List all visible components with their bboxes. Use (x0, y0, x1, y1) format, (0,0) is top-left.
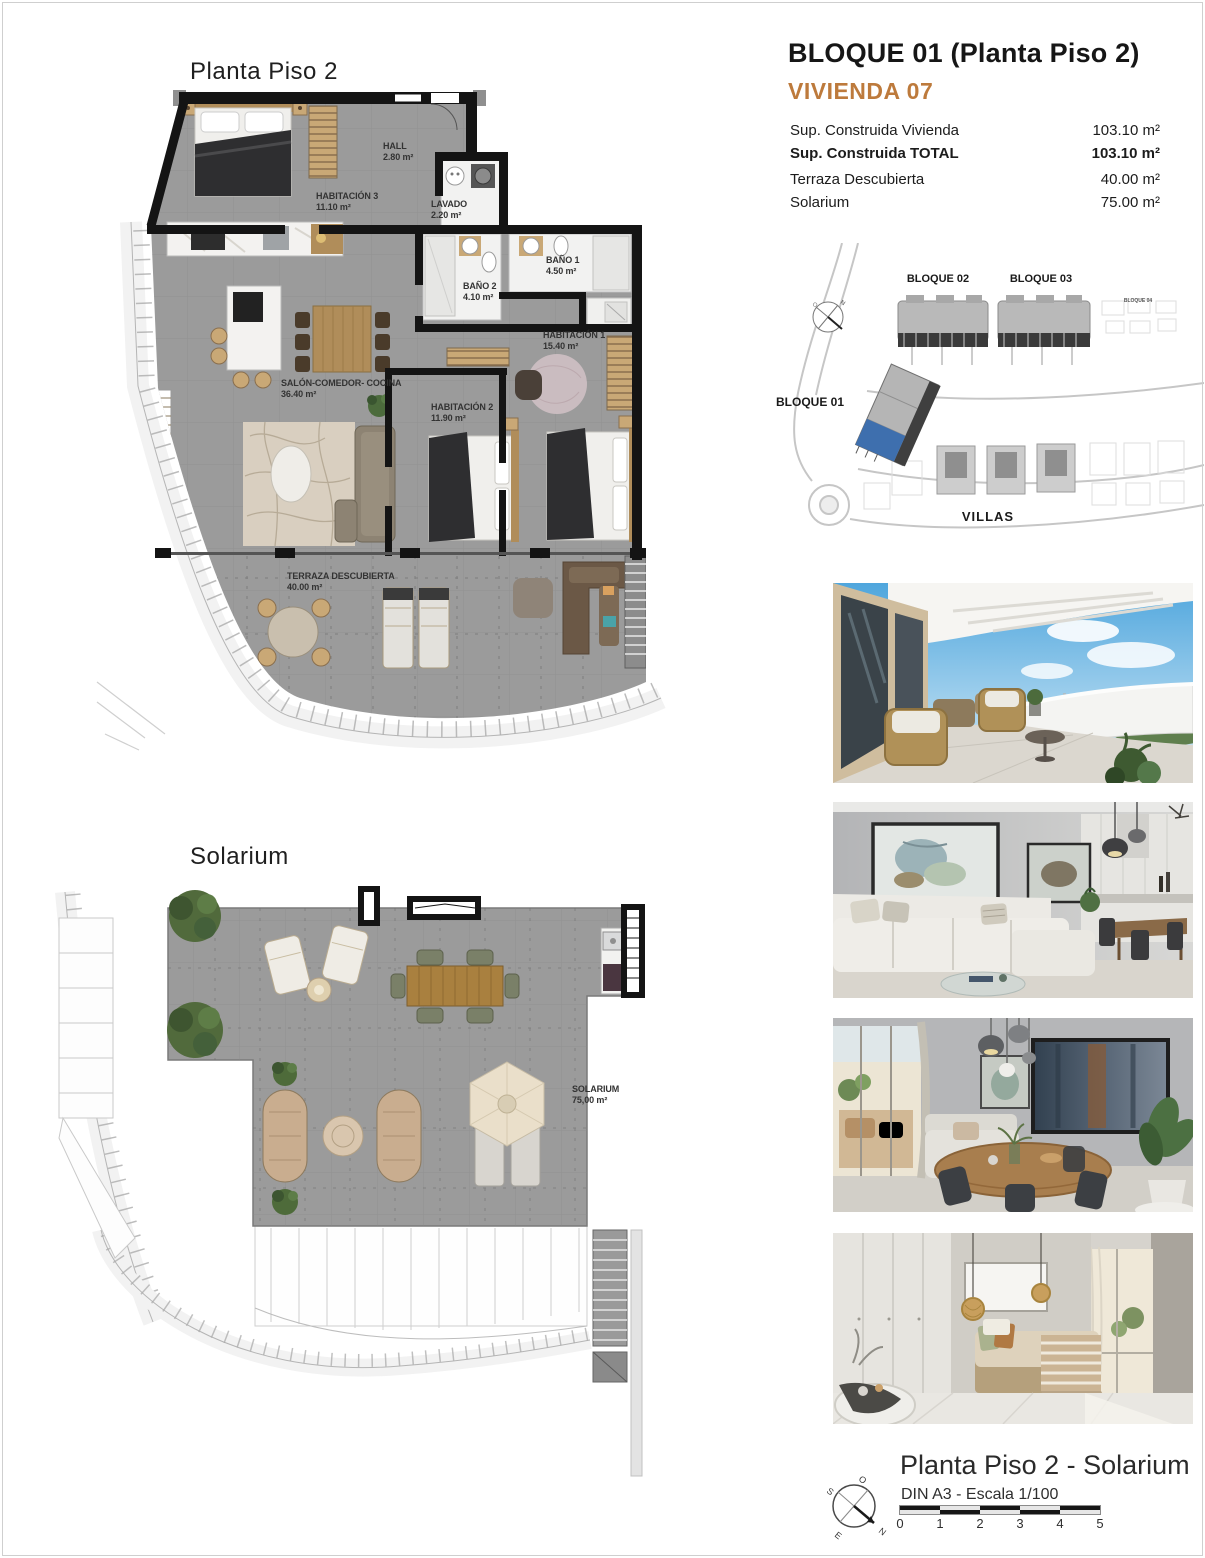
spec-value: 103.10 m² (1091, 145, 1160, 162)
footer-title: Planta Piso 2 - Solarium (900, 1450, 1190, 1480)
map-label-bloque03: BLOQUE 03 (1009, 273, 1073, 285)
room-label-habitacion1: HABITACIÓN 1 15.40 m² (543, 330, 606, 351)
scale-bar (899, 1505, 1101, 1515)
room-label-solarium: SOLARIUM 75,00 m² (572, 1084, 620, 1105)
map-label-bloque04: BLOQUE 04 (1123, 298, 1153, 304)
map-label-bloque01: BLOQUE 01 (776, 395, 845, 409)
room-label-terraza: TERRAZA DESCUBIERTA 40.00 m² (287, 571, 395, 592)
room-label-bano1: BAÑO 1 4.50 m² (546, 255, 580, 276)
photo-living-room (833, 802, 1193, 998)
spec-value: 75.00 m² (1100, 194, 1160, 211)
svg-text:N: N (838, 299, 846, 308)
scale-tick: 2 (976, 1516, 984, 1531)
sheet-subtitle: VIVIENDA 07 (788, 78, 934, 104)
svg-text:N: N (876, 1525, 889, 1538)
scale-tick: 0 (896, 1516, 904, 1531)
svg-text:E: E (832, 1529, 844, 1542)
spec-row (790, 168, 1160, 191)
room-label-hall: HALL 2.80 m² (383, 141, 414, 162)
room-label-habitacion3: HABITACIÓN 3 11.10 m² (316, 191, 379, 212)
spec-label: Solarium (790, 194, 850, 211)
spec-value: 103.10 m² (1092, 122, 1160, 139)
spec-label: Terraza Descubierta (790, 171, 925, 188)
room-label-lavado: LAVADO 2.20 m² (431, 199, 468, 220)
map-villas (937, 444, 1075, 494)
photo-dining-room (833, 1018, 1193, 1212)
scale-tick: 3 (1016, 1516, 1024, 1531)
floor-plan-piso2 (95, 86, 695, 751)
svg-text:O: O (810, 301, 819, 310)
sheet-title: BLOQUE 01 (Planta Piso 2) (788, 38, 1140, 68)
scale-tick: 4 (1056, 1516, 1064, 1531)
spec-label: Sup. Construida Vivienda (790, 122, 959, 139)
svg-text:O: O (856, 1473, 869, 1486)
map-label-bloque02: BLOQUE 02 (906, 273, 970, 285)
photo-terrace (833, 583, 1193, 783)
scale-tick: 5 (1096, 1516, 1104, 1531)
room-label-salon: SALÓN-COMEDOR- COCINA 36.40 m² (281, 378, 402, 399)
compass-rose-icon (814, 1466, 894, 1546)
site-map (772, 243, 1204, 551)
spec-label: Sup. Construida TOTAL (790, 145, 959, 162)
plan1-title: Planta Piso 2 (190, 58, 338, 85)
surface-table (790, 119, 1160, 214)
spec-value: 40.00 m² (1100, 171, 1160, 188)
floor-plan-solarium (55, 878, 700, 1528)
scale-tick: 1 (936, 1516, 944, 1531)
room-label-habitacion2: HABITACIÓN 2 11.90 m² (431, 402, 494, 423)
svg-text:S: S (824, 1485, 836, 1498)
plan2-title: Solarium (190, 843, 289, 870)
scale-tick-labels (896, 1516, 1104, 1531)
spec-row (790, 119, 1160, 142)
map-compass-icon (810, 301, 843, 332)
spec-row (790, 191, 1160, 214)
spec-row (790, 142, 1160, 165)
map-label-villas: VILLAS (961, 509, 1015, 524)
photo-bedroom (833, 1233, 1193, 1424)
room-label-bano2: BAÑO 2 4.10 m² (463, 281, 497, 302)
footer-scale-note: DIN A3 - Escala 1/100 (901, 1486, 1059, 1503)
